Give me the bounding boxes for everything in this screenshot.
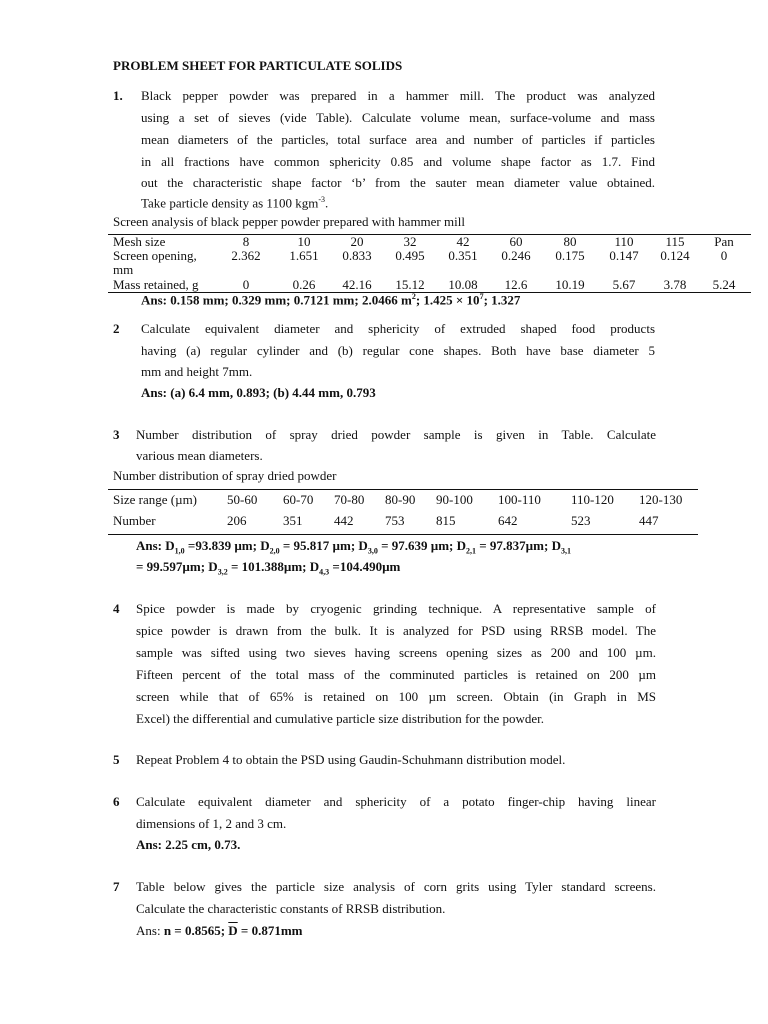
table-cell: 0 <box>242 277 250 292</box>
problem-1-line-5: out the characteristic shape factor ‘b’ from the sauter mean diameter value obtained. <box>141 175 655 190</box>
table-cell: 42.16 <box>342 277 372 292</box>
table-cell: 10.08 <box>448 277 478 292</box>
problem-3-answer-line-1: Ans: $D_{1,0} =93.839$ µm; $D_{2,0} = 95.817$ µm; $D_{3,0} = 97.639$ µm; $D_{2,1} = 97.837\mu m$; $D_{3,1}$ <box>136 538 571 556</box>
table-cell: 2.362 <box>231 248 261 263</box>
table-cell: 5.67 <box>612 277 636 292</box>
table-cell: 60 <box>509 234 523 249</box>
problem-2-line-3: mm and height 7mm. <box>141 364 253 379</box>
problem-2-line-1: Calculate equivalent diameter and sphericity of extruded shaped food products <box>141 321 655 336</box>
problem-4-line-5: screen while that of 65% is retained on 100 µm screen. Obtain (in Graph in MS <box>136 689 656 704</box>
table-cell: 753 <box>385 513 405 528</box>
problem-4-line-2: spice powder is drawn from the bulk. It is analyzed for PSD using RRSB model. The <box>136 623 656 638</box>
table-cell: 15.12 <box>395 277 425 292</box>
table-cell: 70-80 <box>334 492 365 507</box>
table-row-label: Mesh size <box>113 234 166 249</box>
table-cell: 815 <box>436 513 456 528</box>
table-cell: 12.6 <box>504 277 528 292</box>
table-cell: 206 <box>227 513 247 528</box>
table-cell: 5.24 <box>712 277 736 292</box>
problem-6-number: 6 <box>113 794 120 809</box>
table-cell: 115 <box>665 234 685 249</box>
table-cell: 60-70 <box>283 492 314 507</box>
table-cell: 351 <box>283 513 303 528</box>
problem-1-number: 1. <box>113 88 123 103</box>
problem-6-line-2: dimensions of 1, 2 and 3 cm. <box>136 816 287 831</box>
table-cell: 0.175 <box>555 248 585 263</box>
problem-3-number: 3 <box>113 427 120 442</box>
problem-1-line-2: using a set of sieves (vide Table). Calculate volume mean, surface-volume and mass <box>141 110 655 125</box>
page-title: PROBLEM SHEET FOR PARTICULATE SOLIDS <box>113 58 403 73</box>
problem-4-line-6: Excel) the differential and cumulative particle size distribution for the powder. <box>136 711 545 726</box>
problem-7-line-1: Table below gives the particle size analysis of corn grits using Tyler standard screens. <box>136 879 656 894</box>
problem-4-line-3: sample was sifted using two sieves having screens opening sizes as 200 and 100 µm. <box>136 645 656 660</box>
problem-6-line-1: Calculate equivalent diameter and sphericity of a potato finger-chip having linear <box>136 794 656 809</box>
problem-7-answer: Ans: n = 0.8565; $\overline{D} = 0.871mm$ <box>136 923 303 938</box>
problem-3-answer-line-2: = 99.597µm; $D_{3,2} = 101.388\mu m$; $D_{4,3} =104.490\mu m$ <box>136 559 401 577</box>
table-row-label: Number <box>113 513 156 528</box>
table-cell: 10.19 <box>555 277 585 292</box>
problem-3-table-caption: Number distribution of spray dried powder <box>113 468 337 483</box>
problem-2-number: 2 <box>113 321 120 336</box>
table-cell: 0.833 <box>342 248 372 263</box>
table-cell: 10 <box>297 234 311 249</box>
problem-1-line-1: Black pepper powder was prepared in a hammer mill. The product was analyzed <box>141 88 655 103</box>
table-cell: 50-60 <box>227 492 258 507</box>
problem-4-line-4: Fifteen percent of the total mass of the comminuted particles is retained on 200 µm <box>136 667 656 682</box>
problem-2-answer: Ans: (a) 6.4 mm, 0.893; (b) 4.44 mm, 0.793 <box>141 385 376 400</box>
table-row-label: Screen opening, <box>113 248 197 263</box>
problem-6-answer: Ans: 2.25 cm, 0.73. <box>136 837 241 852</box>
table-cell: 0.495 <box>395 248 425 263</box>
table-rule-bottom <box>108 534 698 535</box>
table-cell: 110 <box>614 234 634 249</box>
problem-4-number: 4 <box>113 601 120 616</box>
table-cell: 32 <box>403 234 417 249</box>
problem-5-line-1: Repeat Problem 4 to obtain the PSD using Gaudin-Schuhmann distribution model. <box>136 752 566 767</box>
table-cell: 442 <box>334 513 354 528</box>
table-row-label: Size range (µm) <box>113 492 198 507</box>
table-cell: 42 <box>456 234 470 249</box>
problem-1-line-6: Take particle density as 1100 kgm$^{-3}$. <box>141 195 329 211</box>
problem-2-line-2: having (a) regular cylinder and (b) regular cone shapes. Both have base diameter 5 <box>141 343 655 358</box>
table-cell: 20 <box>350 234 364 249</box>
problem-3-line-2: various mean diameters. <box>136 448 263 463</box>
table-cell: 0.351 <box>448 248 478 263</box>
table-cell: 120-130 <box>639 492 683 507</box>
problem-5-number: 5 <box>113 752 120 767</box>
problem-1-line-3: mean diameters of the particles, total surface area and number of particles if particles <box>141 132 655 147</box>
table-cell: 3.78 <box>663 277 687 292</box>
table-cell: 0.246 <box>501 248 531 263</box>
table-cell: 90-100 <box>436 492 473 507</box>
table-cell: 1.651 <box>289 248 319 263</box>
table-row-label: mm <box>113 262 134 277</box>
problem-4-line-1: Spice powder is made by cryogenic grinding technique. A representative sample of <box>136 601 656 616</box>
problem-1-answer: Ans: 0.158 mm; 0.329 mm; 0.7121 mm; 2.0466 $m^2$; $1.425 \times 10^7$; 1.327 <box>141 292 521 308</box>
table-cell: 642 <box>498 513 518 528</box>
table-cell: 0 <box>720 248 728 263</box>
table-cell: 80-90 <box>385 492 416 507</box>
table-cell: 0.26 <box>292 277 316 292</box>
table-cell: 523 <box>571 513 591 528</box>
table-cell: 447 <box>639 513 659 528</box>
table-row-label: Mass retained, g <box>113 277 199 292</box>
problem-1-line-4: in all fractions have common sphericity 0.85 and volume shape factor as 1.7. Find <box>141 154 655 169</box>
table-rule-top <box>108 489 698 490</box>
table-cell: 80 <box>563 234 577 249</box>
problem-3-line-1: Number distribution of spray dried powder sample is given in Table. Calculate <box>136 427 656 442</box>
table-cell: 100-110 <box>498 492 541 507</box>
table-cell: 0.124 <box>660 248 690 263</box>
problem-7-number: 7 <box>113 879 120 894</box>
table-cell: 8 <box>242 234 250 249</box>
table-cell: 110-120 <box>571 492 614 507</box>
problem-7-line-2: Calculate the characteristic constants of RRSB distribution. <box>136 901 446 916</box>
table-cell: Pan <box>714 234 734 249</box>
problem-1-table-caption: Screen analysis of black pepper powder prepared with hammer mill <box>113 214 465 229</box>
table-cell: 0.147 <box>609 248 639 263</box>
